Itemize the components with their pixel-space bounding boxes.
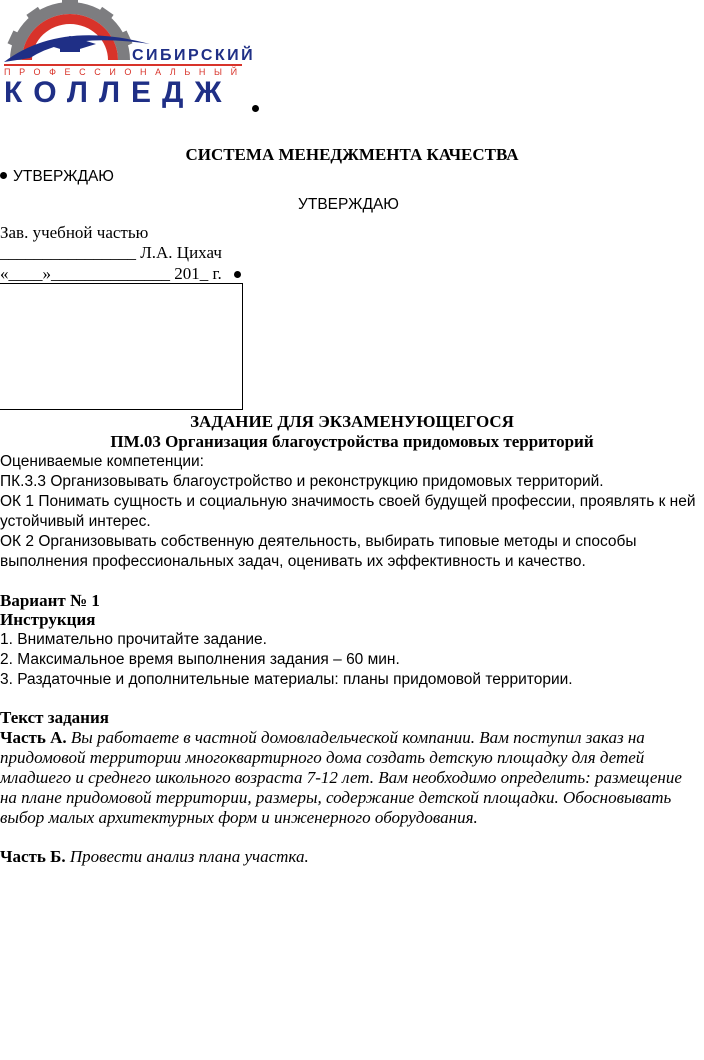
task-title: ЗАДАНИЕ ДЛЯ ЭКЗАМЕНУЮЩЕГОСЯ — [190, 412, 514, 431]
quality-system-title: СИСТЕМА МЕНЕДЖМЕНТА КАЧЕСТВА — [185, 145, 519, 164]
competency-line: выполнения профессиональных задач, оценивать их эффективность и качество. — [0, 553, 586, 570]
part-a-text: Вы работаете в частной домовладельческой компании. Вам поступил заказ на — [66, 728, 645, 747]
part-a-line: младшего и среднего школьного возраста 7-12 лет. Вам необходимо определить: размещение — [0, 768, 682, 787]
approve-center: УТВЕРЖДАЮ — [298, 196, 399, 213]
part-a-label: Часть А. — [0, 728, 67, 747]
variant-label: Вариант № 1 — [0, 591, 100, 610]
competency-line: ПК.3.3 Организовывать благоустройство и реконструкцию придомовых территорий. — [0, 473, 604, 490]
approval-position: Зав. учебной частью — [0, 223, 149, 242]
logo-name-middle: ПРОФЕССИОНАЛЬНЫЙ — [4, 67, 246, 77]
instruction-item: 2. Максимальное время выполнения задания – 60 мин. — [0, 651, 400, 668]
part-a-line: выбор малых архитектурных форм и инженерного оборудования. — [0, 808, 478, 827]
bullet-mark — [234, 271, 241, 278]
instruction-label: Инструкция — [0, 610, 96, 629]
approve-bullet-line — [0, 167, 114, 187]
competency-line: устойчивый интерес. — [0, 513, 151, 530]
part-a-line — [0, 728, 645, 748]
part-b-label: Часть Б. — [0, 847, 66, 866]
competency-line: ОК 2 Организовывать собственную деятельность, выбирать типовые методы и способы — [0, 533, 637, 550]
competencies-label: Оцениваемые компетенции: — [0, 453, 204, 470]
logo-name-bottom: КОЛЛЕДЖ — [4, 76, 233, 109]
stamp-box — [0, 283, 243, 410]
instruction-item: 1. Внимательно прочитайте задание. — [0, 631, 267, 648]
logo-name-top: СИБИРСКИЙ — [132, 47, 256, 64]
approval-signature: ________________ Л.А. Цихач — [0, 243, 222, 262]
bullet-mark — [252, 105, 259, 112]
approval-date — [0, 264, 247, 284]
college-logo — [0, 0, 256, 109]
task-module: ПМ.03 Организация благоустройства придомовых территорий — [110, 432, 594, 451]
instruction-item: 3. Раздаточные и дополнительные материалы: планы придомовой территории. — [0, 671, 573, 688]
bullet-mark — [0, 172, 7, 179]
part-b-text: Провести анализ плана участка. — [65, 847, 309, 866]
part-a-line: на плане придомовой территории, размеры, содержание детской площадки. Обосновывать — [0, 788, 672, 807]
approval-date-text: «____»______________ 201_ г. — [0, 264, 222, 283]
task-text-label: Текст задания — [0, 708, 109, 727]
part-a-line: придомовой территории многоквартирного дома создать детскую площадку для детей — [0, 748, 645, 767]
competency-line: ОК 1 Понимать сущность и социальную значимость своей будущей профессии, проявлять к ней — [0, 493, 696, 510]
part-b-line — [0, 847, 309, 867]
approve-label: УТВЕРЖДАЮ — [13, 168, 114, 185]
